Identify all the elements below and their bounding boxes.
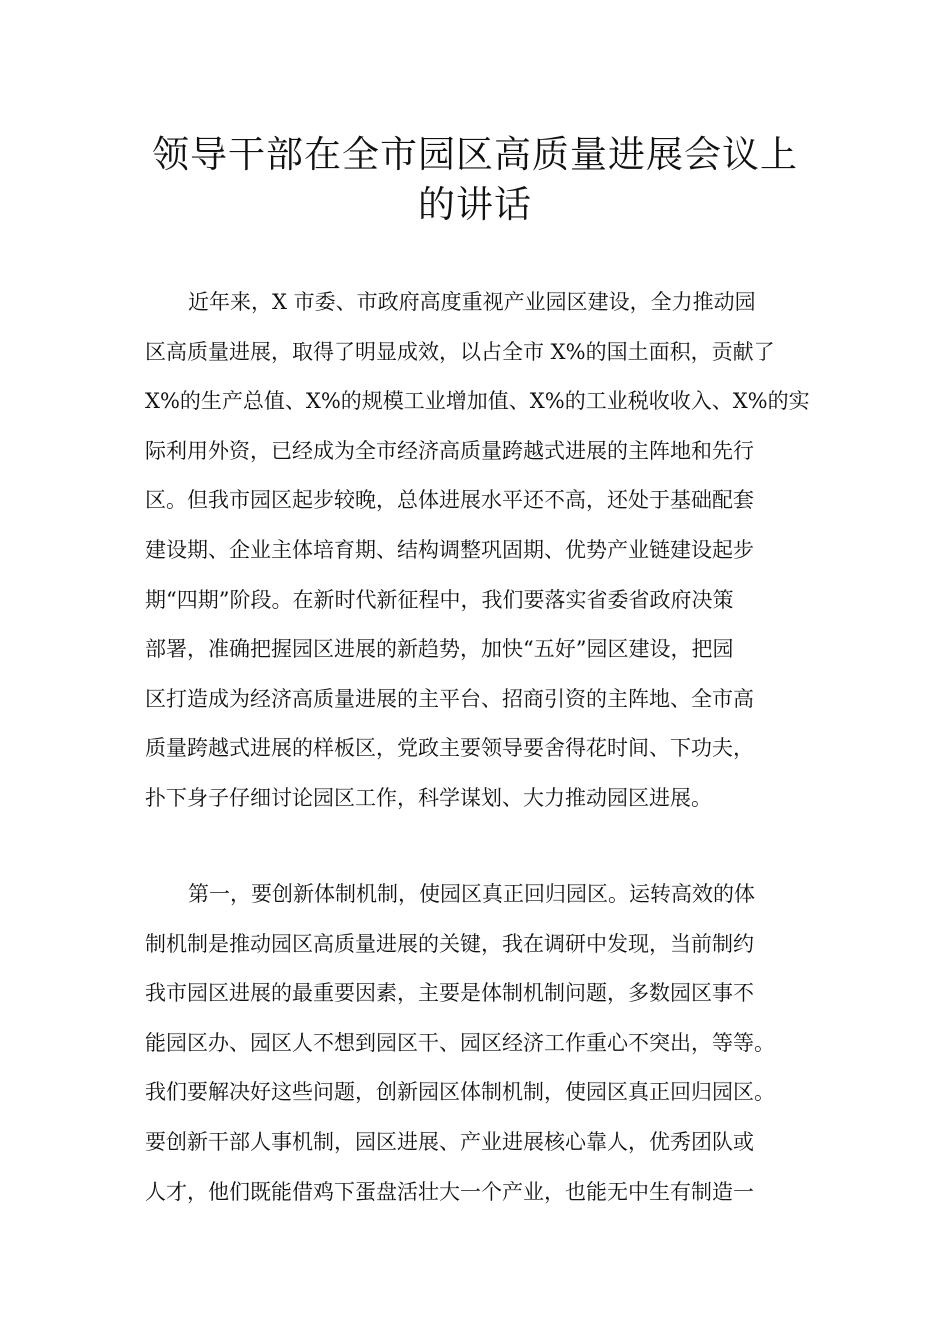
text-line: 能园区办、园区人不想到园区干、园区经济工作重心不突出，等等。 [145,1030,775,1055]
text-line: 部署，准确把握园区进展的新趋势，加快“五好”园区建设，把园 [145,637,734,662]
text-line: 我市园区进展的最重要因素，主要是体制机制问题，多数园区事不 [145,981,754,1006]
paragraph-first-point [145,870,775,1217]
title-line: 领导干部在全市园区高质量进展会议上 [152,133,798,176]
document-title [100,130,850,230]
text-line: 区打造成为经济高质量进展的主平台、招商引资的主阵地、全市高 [145,686,754,711]
text-line: 区高质量进展，取得了明显成效，以占全市 X%的国土面积，贡献了 [145,339,775,364]
text-line: 际利用外资，已经成为全市经济高质量跨越式进展的主阵地和先行 [145,438,754,463]
text-line: X%的生产总值、X%的规模工业增加值、X%的工业税收收入、X%的实 [145,389,810,414]
text-line: 人才，他们既能借鸡下蛋盘活壮大一个产业，也能无中生有制造一 [145,1179,754,1204]
text-line: 制机制是推动园区高质量进展的关键，我在调研中发现，当前制约 [145,931,754,956]
text-line: 第一，要创新体制机制，使园区真正回归园区。运转高效的体 [188,882,755,906]
text-line: 期“四期”阶段。在新时代新征程中，我们要落实省委省政府决策 [145,587,734,612]
text-line: 建设期、企业主体培育期、结构调整巩固期、优势产业链建设起步 [145,537,754,562]
text-line: 扑下身子仔细讨论园区工作，科学谋划、大力推动园区进展。 [145,785,712,810]
text-line: 质量跨越式进展的样板区，党政主要领导要舍得花时间、下功夫， [145,736,754,761]
text-line: 近年来，X 市委、市政府高度重视产业园区建设，全力推动园 [188,290,756,314]
paragraph-intro [145,278,810,824]
title-line: 的讲话 [418,183,532,226]
text-line: 要创新干部人事机制，园区进展、产业进展核心靠人，优秀团队或 [145,1129,754,1154]
text-line: 区。但我市园区起步较晚，总体进展水平还不高，还处于基础配套 [145,488,754,513]
text-line: 我们要解决好这些问题，创新园区体制机制，使园区真正回归园区。 [145,1080,775,1105]
